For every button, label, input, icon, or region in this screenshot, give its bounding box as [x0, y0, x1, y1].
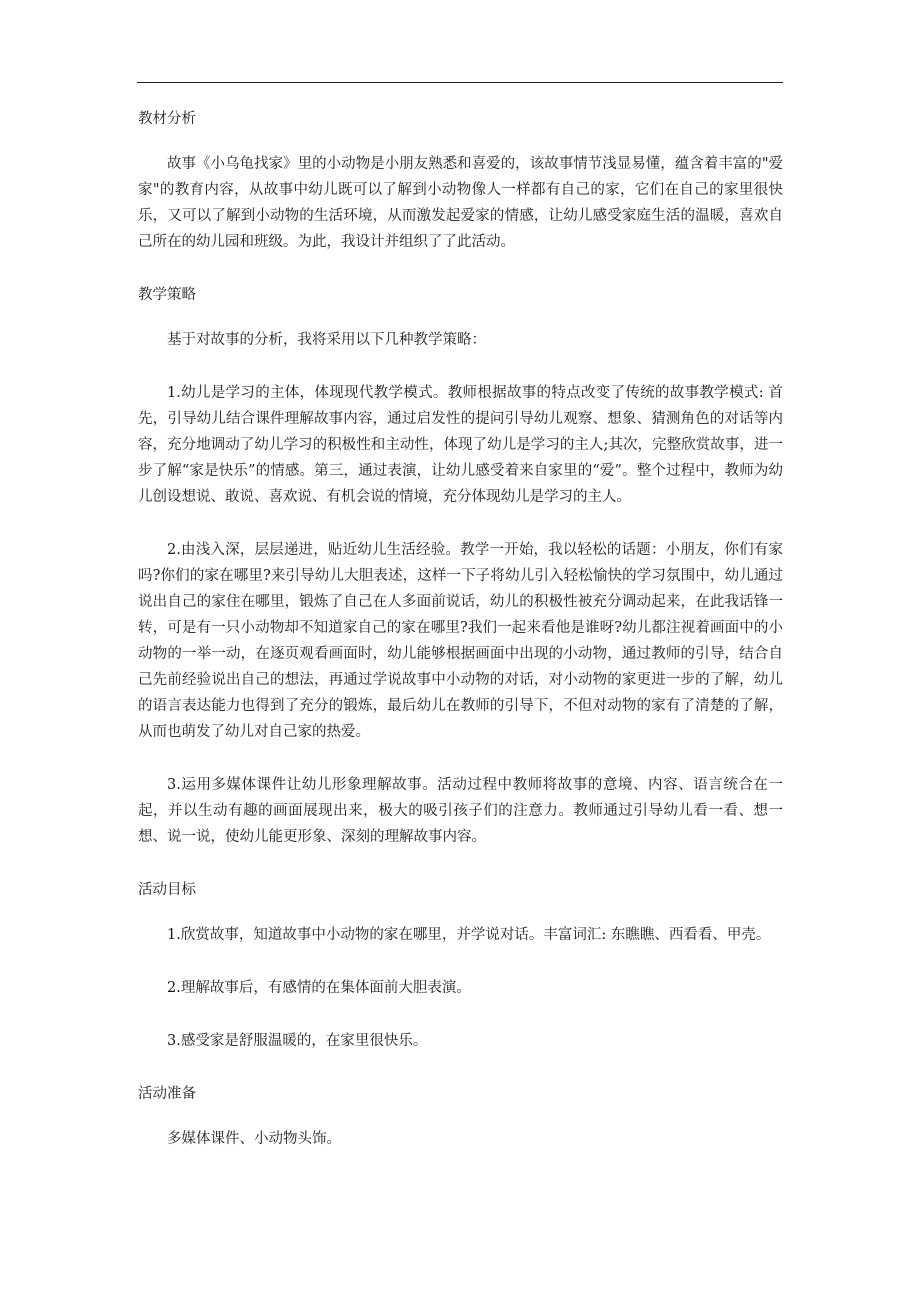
paragraph: 3.感受家是舒服温暖的，在家里很快乐。: [167, 1033, 428, 1049]
section-material-analysis: [138, 106, 783, 282]
document-body: [138, 106, 783, 1152]
paragraph: 2.由浅入深，层层递进，贴近幼儿生活经验。教学一开始，我以轻松的话题：小朋友，你们有家吗?你们的家在哪里?来引导幼儿大胆表述，这样一下子将幼儿引入轻松愉快的学习氛围中，幼儿通过说出自己的家住在哪里，锻炼了自己在人多面前说话，幼儿的积极性被充分调动起来，在此我话锋一转，可是有一只小动物却不知道家自己的家在哪里?我们一起来看他是谁呀?幼儿都注视着画面中的小动物的一举一动，在逐页观看画面时，幼儿能够根据画面中出现的小动物，通过教师的引导，结合自己先前经验说出自己的想法，再通过学说故事中小动物的对话，对小动物的家更进一步的了解，幼儿的语言表达能力也得到了充分的锻炼，最后幼儿在教师的引导下，不但对动物的家有了清楚的了解，从而也萌发了幼儿对自己家的热爱。: [138, 542, 783, 740]
paragraph: 故事《小乌龟找家》里的小动物是小朋友熟悉和喜爱的，该故事情节浅显易懂，蕴含着丰富的"爱家"的教育内容，从故事中幼儿既可以了解到小动物像人一样都有自己的家，它们在自己的家里很快乐，又可以了解到小动物的生活环境，从而激发起爱家的情感，让幼儿感受家庭生活的温暖，喜欢自己所在的幼儿园和班级。为此，我设计并组织了了此活动。: [138, 156, 783, 250]
paragraph: 2.理解故事后，有感情的在集体面前大胆表演。: [167, 980, 471, 996]
paragraph: 多媒体课件、小动物头饰。: [167, 1131, 341, 1147]
section-heading: 教材分析: [138, 111, 196, 127]
section-heading: 教学策略: [138, 287, 196, 303]
header-rule: [137, 82, 783, 83]
section-heading: 活动目标: [138, 882, 196, 898]
section-activity-goals: [138, 877, 783, 1081]
paragraph: 1.幼儿是学习的主体，体现现代教学模式。教师根据故事的特点改变了传统的故事教学模式: 首先，引导幼儿结合课件理解故事内容，通过启发性的提问引导幼儿观察、想象、猜测角色的对话等内容，充分地调动了幼儿学习的积极性和主动性，体现了幼儿是学习的主人;其次，完整欣赏故事，进一步了解“家是快乐”的情感。第三，通过表演，让幼儿感受着来自家里的“爱”。整个过程中，教师为幼儿创设想说、敢说、喜欢说、有机会说的情境，充分体现幼儿是学习的主人。: [138, 385, 783, 505]
paragraph: 基于对故事的分析，我将采用以下几种教学策略：: [167, 332, 486, 348]
paragraph: 1.欣赏故事，知道故事中小动物的家在哪里，并学说对话。丰富词汇: 东瞧瞧、西看看、甲壳。: [167, 927, 771, 943]
section-teaching-strategy: [138, 282, 783, 877]
paragraph: 3.运用多媒体课件让幼儿形象理解故事。活动过程中教师将故事的意境、内容、语言统合在一起，并以生动有趣的画面展现出来，极大的吸引孩子们的注意力。教师通过引导幼儿看一看、想一想、说一说，使幼儿能更形象、深刻的理解故事内容。: [138, 777, 783, 845]
section-activity-preparation: [138, 1081, 783, 1152]
section-heading: 活动准备: [138, 1086, 196, 1102]
